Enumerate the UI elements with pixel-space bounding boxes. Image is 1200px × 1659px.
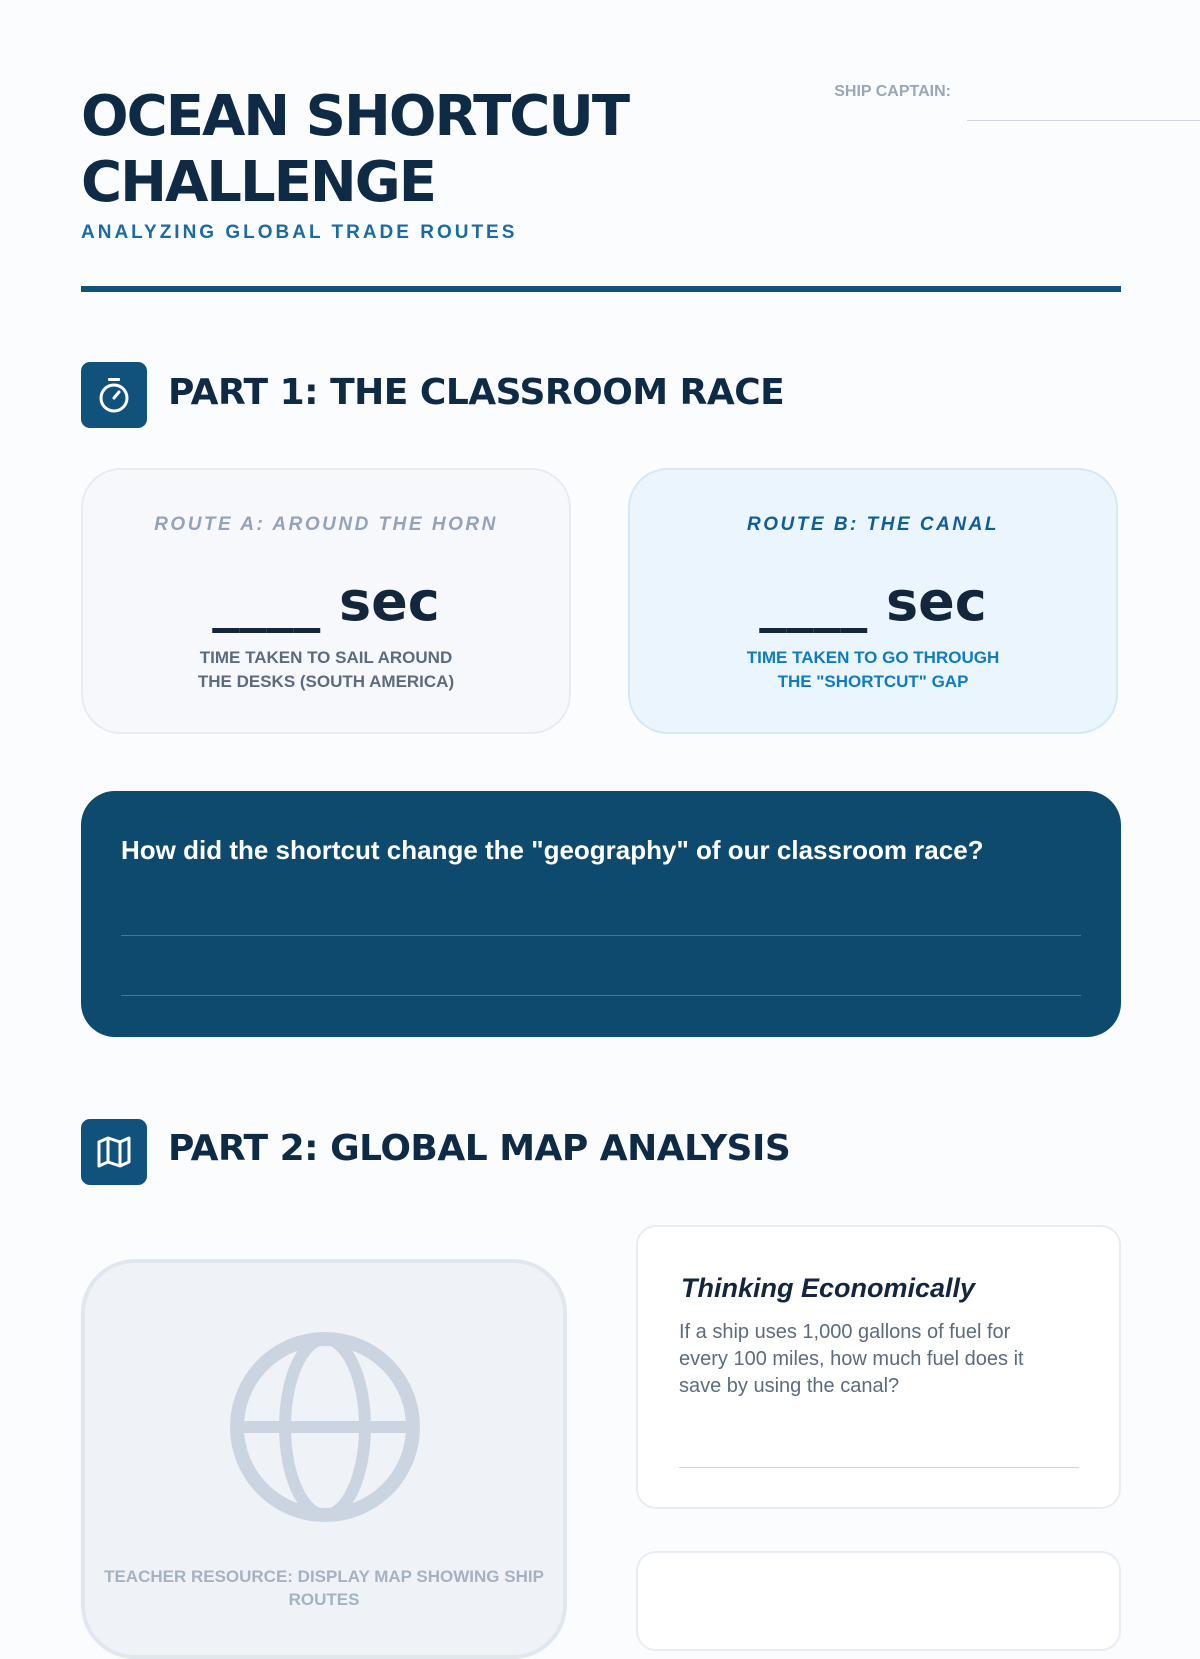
next-card — [636, 1551, 1121, 1651]
map-icon — [81, 1119, 147, 1185]
economics-card — [636, 1225, 1121, 1509]
reflection-question: How did the shortcut change the "geography" of our classroom race? — [121, 835, 984, 865]
route-b-description: TIME TAKEN TO GO THROUGH THE "SHORTCUT" GAP — [746, 648, 1000, 691]
header-divider — [81, 286, 1121, 292]
stopwatch-icon — [81, 362, 147, 428]
globe-icon — [227, 1329, 423, 1525]
map-caption: TEACHER RESOURCE: DISPLAY MAP SHOWING SHIP ROUTES — [104, 1567, 544, 1609]
route-b-card — [628, 468, 1118, 734]
route-a-time-field[interactable]: ____ sec — [212, 570, 440, 633]
captain-label: SHIP CAPTAIN: — [834, 83, 951, 100]
page-title: OCEAN SHORTCUT CHALLENGE — [81, 84, 629, 215]
answer-line[interactable] — [121, 995, 1081, 996]
reflection-question-box — [81, 791, 1121, 1037]
part1-title: PART 1: THE CLASSROOM RACE — [168, 372, 785, 413]
route-a-card — [81, 468, 571, 734]
answer-line[interactable] — [679, 1467, 1079, 1468]
route-a-description: TIME TAKEN TO SAIL AROUND THE DESKS (SOUTH AMERICA) — [197, 648, 455, 691]
route-b-label: ROUTE B: THE CANAL — [747, 514, 999, 535]
route-a-label: ROUTE A: AROUND THE HORN — [154, 514, 498, 535]
captain-name-field[interactable] — [967, 120, 1200, 121]
economics-question: If a ship uses 1,000 gallons of fuel for every 100 miles, how much fuel does it save by using the canal? — [679, 1321, 1024, 1397]
answer-line[interactable] — [121, 935, 1081, 936]
page-subtitle: ANALYZING GLOBAL TRADE ROUTES — [81, 222, 518, 243]
map-placeholder — [81, 1259, 567, 1659]
route-b-time-field[interactable]: ____ sec — [759, 570, 987, 633]
economics-title: Thinking Economically — [681, 1273, 976, 1303]
part2-title: PART 2: GLOBAL MAP ANALYSIS — [168, 1128, 791, 1169]
